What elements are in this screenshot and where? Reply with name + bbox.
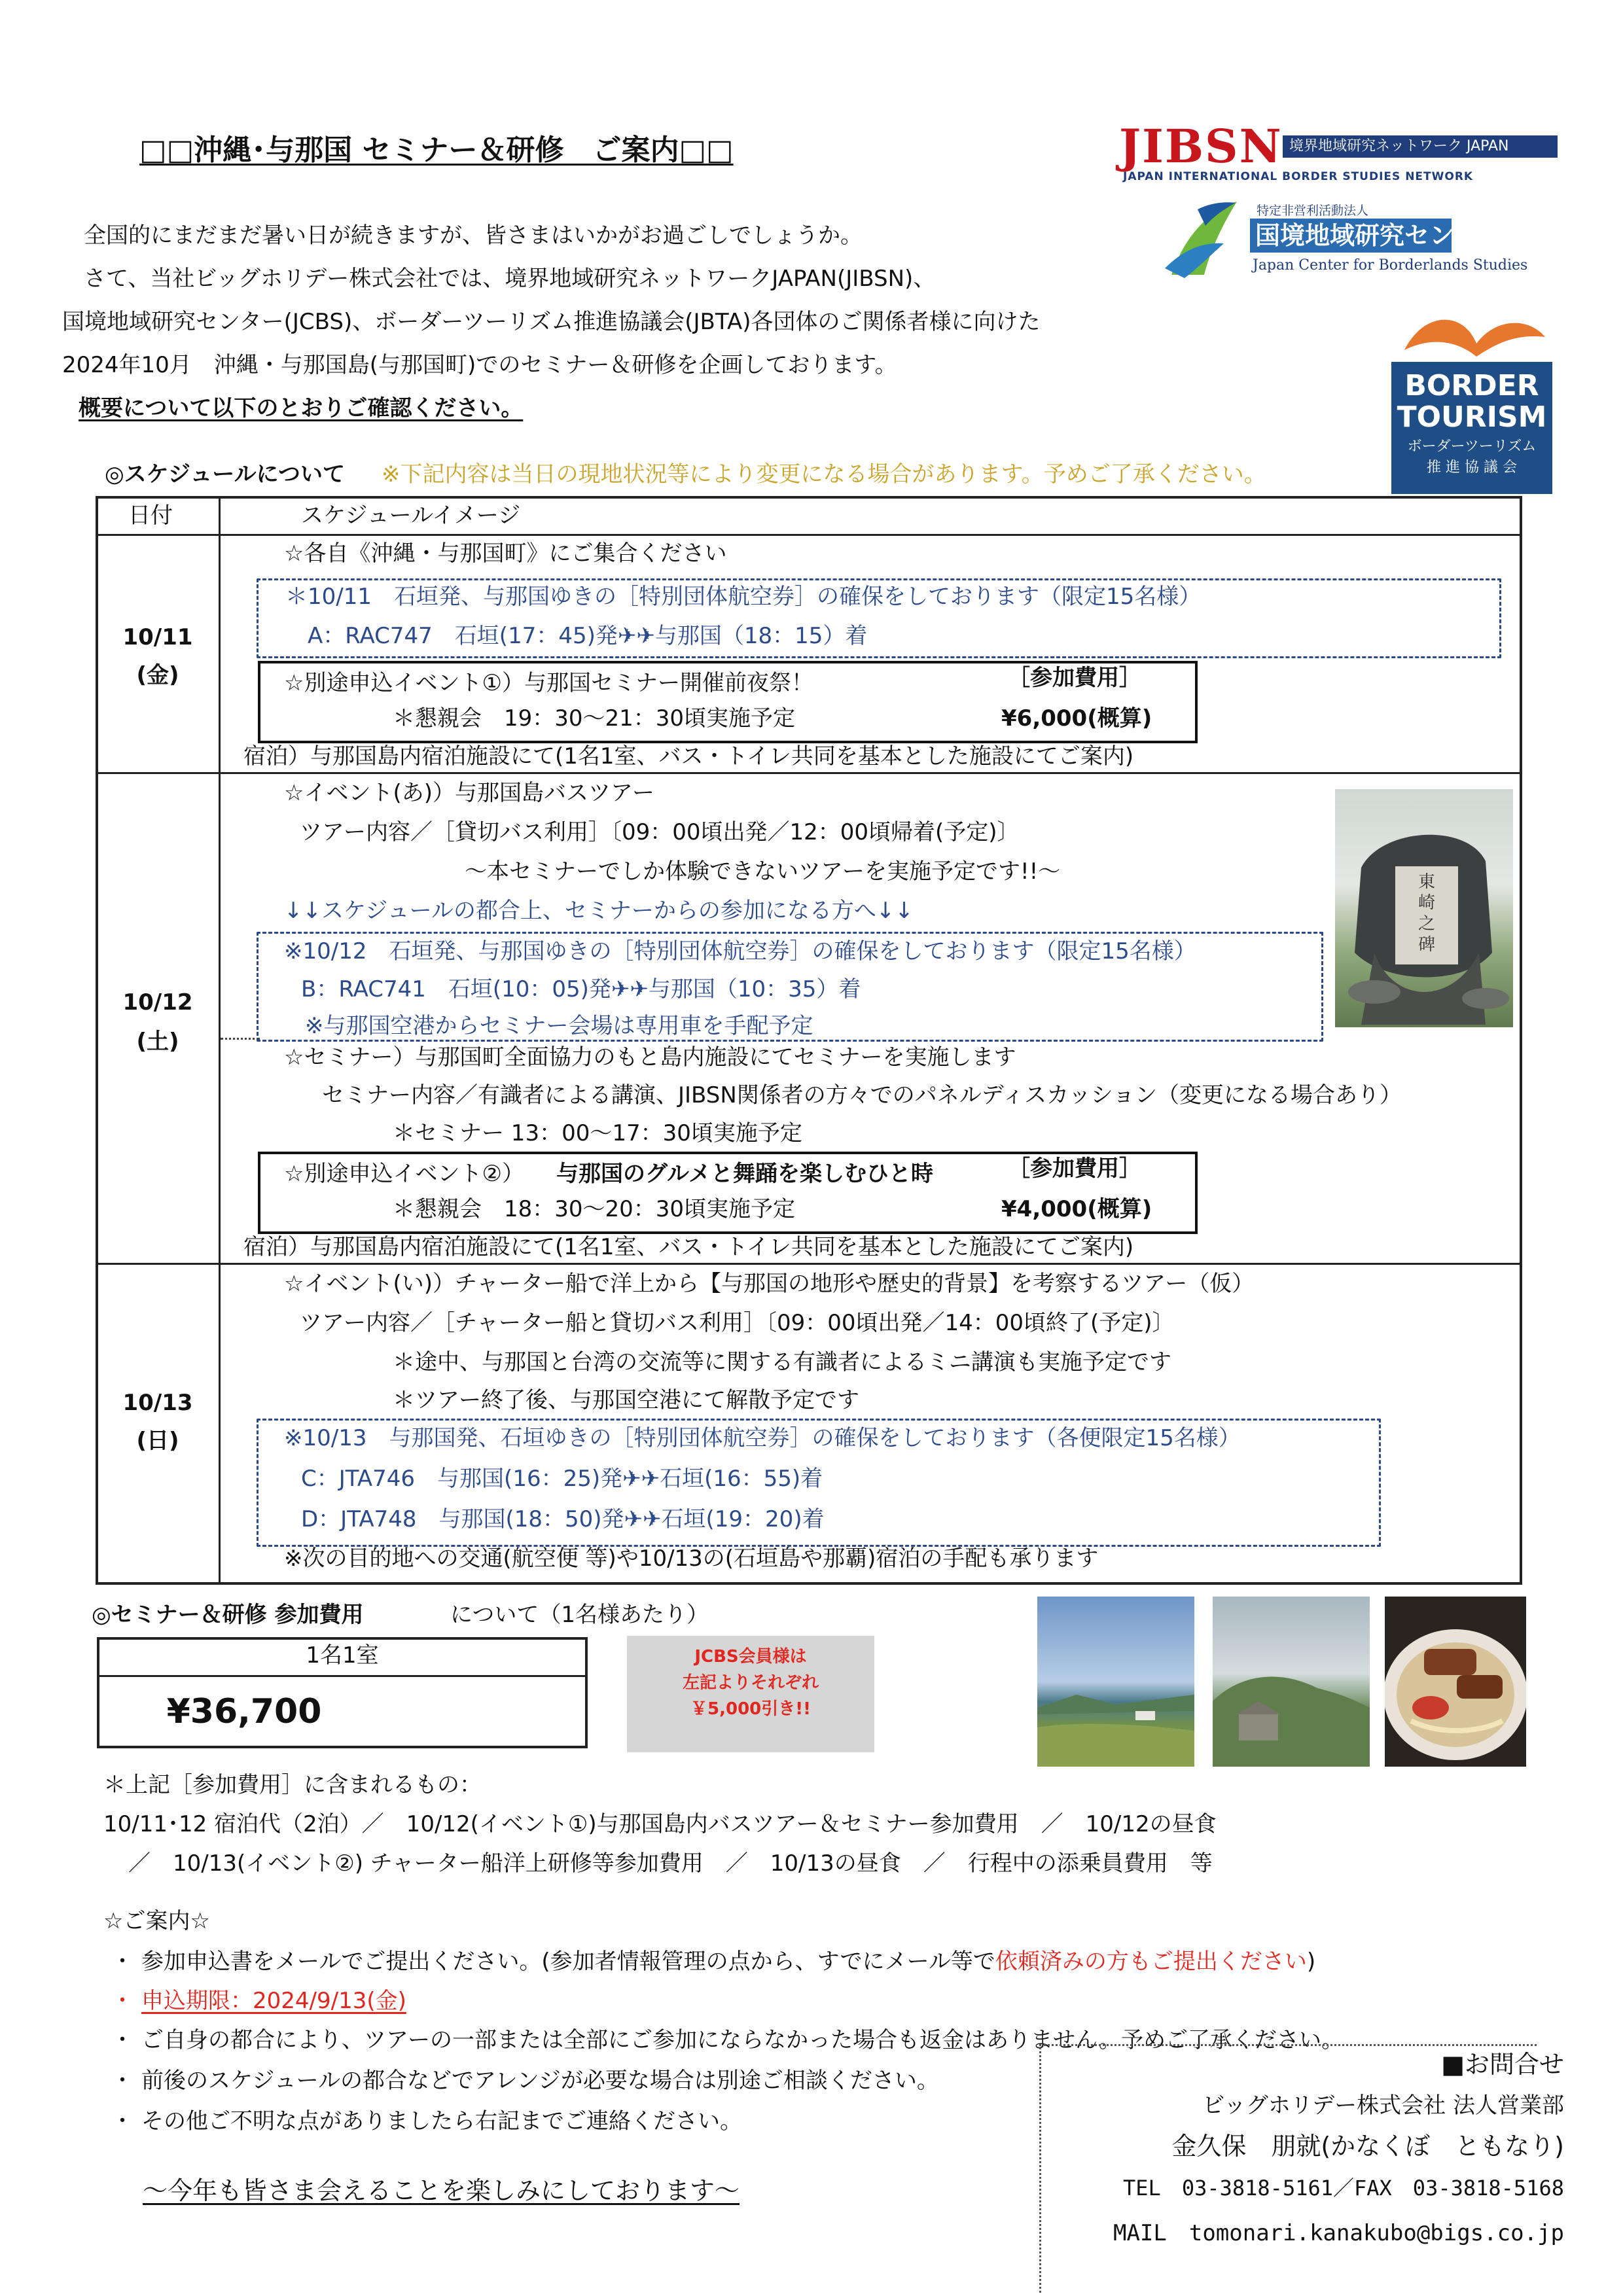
day3-dow: (日)	[136, 1428, 179, 1454]
fee-includes-line-2: ／ 10/13(イベント②) チャーター船洋上研修等参加費用 ／ 10/13の昼食 ／ 行程中の添乗員費用 等	[128, 1850, 1213, 1877]
day3-line-4: ＊ツアー終了後、与那国空港にて解散予定です	[393, 1387, 859, 1413]
day2-line-5: ※10/12 石垣発、与那国ゆきの［特別団体航空券］の確保をしております（限定15名様）	[284, 938, 1196, 964]
notice-1-close: )	[1306, 1949, 1316, 1975]
jcbs-logo-name: 国境地域研究センター	[1250, 219, 1452, 253]
jibsn-logo-en: JAPAN INTERNATIONAL BORDER STUDIES NETWORK	[1123, 170, 1474, 183]
contact-tel-fax: TEL 03-3818-5161／FAX 03-3818-5168	[1123, 2176, 1564, 2200]
fee-table-divider	[97, 1675, 588, 1677]
notice-1	[141, 1947, 1315, 1976]
notice-1-highlight: 依頼済みの方もご提出ください	[995, 1949, 1307, 1975]
notice-title: ☆ご案内☆	[103, 1908, 210, 1934]
notice-3: ご自身の都合により、ツアーの一部または全部にご参加にならなかった場合も返金はありません。予めご了承ください。	[141, 2027, 1344, 2053]
discount-line-3: ￥5,000引き!!	[690, 1699, 811, 1719]
jibsn-logo-text: JIBSN	[1119, 119, 1283, 173]
jcbs-logo-en: Japan Center for Borderlands Studies	[1253, 257, 1528, 274]
day2-line-12: ＊懇親会 18：30～20：30頃実施予定	[393, 1196, 796, 1222]
row-divider-1	[96, 772, 1522, 774]
food-photo	[1385, 1597, 1526, 1767]
day2-line-9: セミナー内容／有識者による講演、JIBSN関係者の方々でのパネルディスカッション（変更になる場合あり）	[322, 1082, 1402, 1108]
hill-image	[1213, 1597, 1370, 1767]
day3-line-8: ※次の目的地への交通(航空便 等)や10/13の(石垣島や那覇)宿泊の手配も承ります	[284, 1545, 1099, 1572]
day1-stay: 宿泊）与那国島内宿泊施設にて(1名1室、バス・トイレ共同を基本とした施設にてご案内)	[243, 743, 1134, 769]
day2-date: 10/12	[122, 989, 193, 1016]
bullet-3: ・	[111, 2027, 134, 2053]
bullet-2: ・	[111, 1988, 134, 2014]
monument-sign-text: 東崎之碑	[1418, 872, 1435, 955]
day2-line-11a: ☆別途申込イベント②）	[284, 1161, 524, 1187]
day2-line-2: ツアー内容／［貸切バス利用］〔09：00頃出発／12：00頃帰着(予定)〕	[300, 819, 1020, 845]
day2-line-3: ～本セミナーでしか体験できないツアーを実施予定です!!～	[465, 858, 1061, 885]
border-tourism-logo-line3: ボーダーツーリズム	[1407, 438, 1537, 455]
day3-date: 10/13	[122, 1390, 193, 1416]
seagull-icon	[1391, 304, 1552, 370]
day3-line-6: C：JTA746 与那国(16：25)発✈✈石垣(16：55)着	[301, 1466, 823, 1492]
row-divider-2	[96, 1263, 1522, 1265]
day2-line-1: ☆イベント(あ)）与那国島バスツアー	[284, 780, 654, 806]
closing-message: ～今年も皆さま会えることを楽しみにしております～	[143, 2176, 740, 2205]
border-tourism-logo-line1: BORDER	[1404, 369, 1539, 402]
day1-fee: ¥6,000(概算)	[1001, 705, 1152, 732]
jcbs-logo-mark	[1158, 196, 1250, 281]
day2-line-7: ※与那国空港からセミナー会場は専用車を手配予定	[305, 1013, 813, 1039]
monument-photo	[1335, 789, 1513, 1027]
contact-company: ビッグホリデー株式会社 法人営業部	[1202, 2093, 1564, 2119]
jcbs-logo-small: 特定非営利活動法人	[1257, 203, 1369, 218]
jibsn-logo-sub: 境界地域研究ネットワーク JAPAN	[1283, 135, 1558, 158]
table-header-divider	[96, 534, 1522, 536]
intro-line-5: 概要について以下のとおりご確認ください。	[79, 395, 524, 421]
intro-line-3: 国境地域研究センター(JCBS)、ボーダーツーリズム推進協議会(JBTA)各団体のご関係者様に向けた	[62, 309, 1041, 335]
intro-line-4: 2024年10月 沖縄・与那国島(与那国町)でのセミナー＆研修を企画しております。	[62, 352, 897, 378]
day1-line-3: A：RAC747 石垣(17：45)発✈✈与那国（18：15）着	[308, 623, 868, 649]
day2-line-8: ☆セミナー）与那国町全面協力のもと島内施設にてセミナーを実施します	[284, 1044, 1016, 1070]
date-column-divider	[219, 496, 221, 1585]
col-header-date: 日付	[128, 503, 173, 529]
day2-dotted-connector	[221, 1038, 260, 1040]
day2-line-11b: 与那国のグルメと舞踊を楽しむひと時	[556, 1161, 933, 1187]
notice-4: 前後のスケジュールの都合などでアレンジが必要な場合は別途ご相談ください。	[141, 2068, 939, 2094]
notice-5: その他ご不明な点がありましたら右記までご連絡ください。	[141, 2108, 742, 2134]
fee-includes-line-1: 10/11･12 宿泊代（2泊）／ 10/12(イベント①)与那国島内バスツアー＆セミナー参加費用 ／ 10/12の昼食	[103, 1811, 1217, 1837]
jcbs-logo	[1158, 196, 1551, 281]
bullet-1: ・	[111, 1949, 134, 1975]
day1-line-2: ＊10/11 石垣発、与那国ゆきの［特別団体航空券］の確保をしております（限定15名様）	[285, 584, 1202, 610]
notice-1-text: 参加申込書をメールでご提出ください。(参加者情報管理の点から、すでにメール等で	[141, 1949, 995, 1975]
day1-line-4: ☆別途申込イベント①）与那国セミナー開催前夜祭！	[284, 670, 813, 696]
intro-line-1: 全国的にまだまだ暑い日が続きますが、皆さまはいかがお過ごしでしょうか。	[84, 222, 863, 249]
day3-line-2: ツアー内容／［チャーター船と貸切バス利用］〔09：00頃出発／14：00頃終了(予定)〕	[300, 1310, 1175, 1336]
day2-line-4: ↓↓スケジュールの都合上、セミナーからの参加になる方へ↓↓	[284, 898, 914, 924]
intro-line-2: さて、当社ビッグホリデー株式会社では、境界地域研究ネットワークJAPAN(JIBSN)、	[84, 266, 936, 292]
fee-heading-suffix: について（1名様あたり）	[450, 1602, 709, 1628]
day2-line-10: ＊セミナー 13：00～17：30頃実施予定	[393, 1120, 802, 1146]
contact-divider-h	[1039, 2044, 1537, 2046]
fee-price: ¥36,700	[166, 1692, 322, 1731]
day3-line-7: D：JTA748 与那国(18：50)発✈✈石垣(19：20)着	[301, 1506, 825, 1532]
coast-photo	[1037, 1597, 1194, 1767]
day1-line-1: ☆各自《沖縄・与那国町》にご集合ください	[284, 540, 727, 567]
day1-line-5: ＊懇親会 19：30～21：30頃実施予定	[393, 705, 796, 732]
fee-includes-title: ＊上記［参加費用］に含まれるもの：	[103, 1772, 482, 1798]
day2-dow: (土)	[136, 1029, 179, 1055]
contact-mail[interactable]: MAIL tomonari.kanakubo@bigs.co.jp	[1113, 2220, 1564, 2246]
day2-stay: 宿泊）与那国島内宿泊施設にて(1名1室、バス・トイレ共同を基本とした施設にてご案内)	[243, 1234, 1134, 1260]
food-image	[1385, 1597, 1526, 1767]
contact-person: 金久保 朋就(かなくぼ ともなり)	[1171, 2132, 1564, 2161]
schedule-note: ※下記内容は当日の現地状況等により変更になる場合があります。予めご了承ください。	[382, 461, 1266, 487]
day1-date: 10/11	[122, 624, 193, 650]
schedule-heading: ◎スケジュールについて	[105, 461, 345, 487]
page-title: □□沖縄･与那国 セミナー＆研修 ご案内□□	[139, 133, 734, 167]
day3-line-5: ※10/13 与那国発、石垣ゆきの［特別団体航空券］の確保をしております（各便限定15名様）	[284, 1425, 1241, 1451]
day1-fee-label: ［参加費用］	[1008, 665, 1141, 691]
discount-line-2: 左記よりそれぞれ	[682, 1673, 819, 1693]
day3-line-1: ☆イベント(い)）チャーター船で洋上から【与那国の地形や歴史的背景】を考察するツアー（仮）	[284, 1271, 1255, 1297]
day2-fee: ¥4,000(概算)	[1001, 1196, 1152, 1222]
day3-line-3: ＊途中、与那国と台湾の交流等に関する有識者によるミニ講演も実施予定です	[393, 1349, 1171, 1375]
fee-room-type: 1名1室	[306, 1642, 379, 1669]
coast-image	[1037, 1597, 1194, 1767]
day2-line-6: B：RAC741 石垣(10：05)発✈✈与那国（10：35）着	[301, 976, 861, 1002]
day2-fee-label: ［参加費用］	[1008, 1156, 1141, 1182]
col-header-image: スケジュールイメージ	[301, 503, 521, 529]
bullet-5: ・	[111, 2108, 134, 2134]
notice-deadline: 申込期限：2024/9/13(金)	[141, 1988, 406, 2014]
day1-dow: (金)	[136, 662, 179, 688]
bullet-4: ・	[111, 2068, 134, 2094]
fee-heading: ◎セミナー＆研修 参加費用	[92, 1602, 364, 1628]
discount-line-1: JCBS会員様は	[694, 1647, 807, 1667]
contact-divider-v	[1039, 2044, 1041, 2293]
border-tourism-logo	[1391, 304, 1552, 494]
hill-photo	[1213, 1597, 1370, 1767]
border-tourism-logo-line4: 推 進 協 議 会	[1427, 459, 1517, 476]
contact-title: ■お問合せ	[1441, 2050, 1564, 2079]
jibsn-logo	[1119, 121, 1558, 186]
border-tourism-logo-line2: TOURISM	[1397, 400, 1547, 434]
